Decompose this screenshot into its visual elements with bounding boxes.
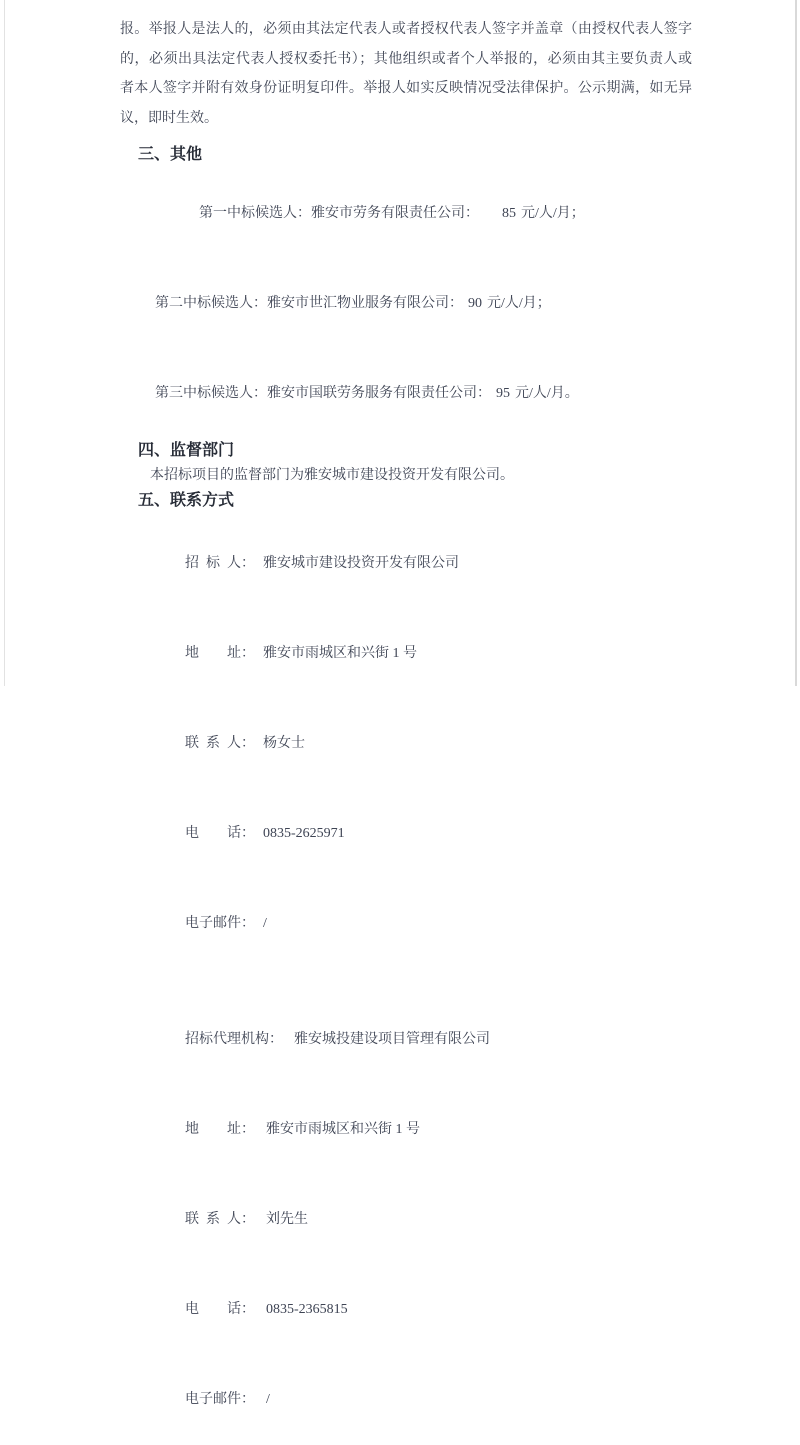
contact-value: 雅安市雨城区和兴街 1 号 <box>263 646 417 661</box>
colon: ： <box>241 826 255 841</box>
text-column <box>120 15 692 1445</box>
colon: ： <box>241 1302 255 1317</box>
contact-value: 雅安城市建设投资开发有限公司 <box>263 556 459 571</box>
paragraph-line: 的，必须出具法定代表人授权委托书）；其他组织或者个人举报的，必须由其主要负责人或 <box>120 51 692 67</box>
colon: ： <box>241 916 255 931</box>
candidate-company: 雅安市国联劳务服务有限责任公司 <box>267 386 477 401</box>
contact-label: 招标代理机构 <box>185 1032 269 1047</box>
contact-value: 0835-2625971 <box>263 826 345 841</box>
agency-address-row <box>120 1085 692 1175</box>
colon: ： <box>477 386 491 401</box>
contact-label: 电子邮件 <box>185 1392 241 1407</box>
contact-label: 地址 <box>185 1122 241 1137</box>
candidate-price-unit: 元/人/月 <box>515 386 565 401</box>
colon: ： <box>253 386 267 401</box>
paragraph-line: 者本人签字并附有效身份证明复印件。举报人如实反映情况受法律保护。公示期满，如无异 <box>120 81 692 96</box>
colon: ： <box>241 736 255 751</box>
bidder-phone-row <box>120 789 692 879</box>
colon: ： <box>241 646 255 661</box>
contact-label: 联系人 <box>185 736 241 751</box>
candidate-rank-label: 第二中标候选人 <box>155 296 253 311</box>
candidate-row-third <box>120 349 692 439</box>
page-right-edge-line <box>795 0 797 686</box>
colon: ： <box>241 556 255 571</box>
contact-value: / <box>266 1392 270 1407</box>
contact-label: 电话 <box>185 1302 241 1317</box>
contact-label: 电话 <box>185 826 241 841</box>
section-heading-supervision: 四、监督部门 <box>138 442 235 459</box>
contact-value: 雅安市雨城区和兴街 1 号 <box>266 1122 420 1137</box>
colon: ： <box>297 206 311 221</box>
colon: ： <box>241 1122 255 1137</box>
candidate-price: 95 <box>496 386 510 401</box>
contact-value: / <box>263 916 267 931</box>
candidate-company: 雅安市劳务有限责任公司 <box>311 206 465 221</box>
intro-paragraph <box>120 15 692 133</box>
agency-phone-row <box>120 1265 692 1355</box>
bidder-address-row <box>120 609 692 699</box>
colon: ： <box>269 1032 283 1047</box>
candidate-list <box>120 169 692 439</box>
candidate-row-first <box>120 169 692 259</box>
paragraph-line: 议，即时生效。 <box>120 110 218 126</box>
candidate-price: 85 <box>502 206 516 221</box>
paragraph-line: 报。举报人是法人的，必须由其法定代表人或者授权代表人签字并盖章（由授权代表人签字 <box>120 22 692 37</box>
candidate-price-unit: 元/人/月 <box>521 206 571 221</box>
contact-value: 刘先生 <box>266 1212 308 1227</box>
contact-label: 招标人 <box>185 556 241 571</box>
bidder-contact-block <box>120 519 692 969</box>
section-heading-other: 三、其他 <box>138 146 203 163</box>
candidate-rank-label: 第三中标候选人 <box>155 386 253 401</box>
colon: ： <box>465 206 479 221</box>
agency-contact-person-row <box>120 1175 692 1265</box>
contact-label: 地址 <box>185 646 241 661</box>
contact-label: 联系人 <box>185 1212 241 1227</box>
bidder-contact-person-row <box>120 699 692 789</box>
candidate-rank-label: 第一中标候选人 <box>199 206 297 221</box>
agency-email-row <box>120 1355 692 1445</box>
punctuation: 。 <box>564 386 579 401</box>
agency-contact-block <box>120 995 692 1445</box>
contact-value: 0835-2365815 <box>266 1302 348 1317</box>
supervision-body: 本招标项目的监督部门为雅安城市建设投资开发有限公司。 <box>150 468 514 483</box>
colon: ： <box>241 1212 255 1227</box>
candidate-row-second <box>120 259 692 349</box>
section-heading-contact: 五、联系方式 <box>138 492 235 509</box>
punctuation: ； <box>536 296 551 311</box>
candidate-price: 90 <box>468 296 482 311</box>
colon: ： <box>253 296 267 311</box>
contact-value: 杨女士 <box>263 736 305 751</box>
punctuation: ； <box>570 206 585 221</box>
contact-label: 电子邮件 <box>185 916 241 931</box>
colon: ： <box>241 1392 255 1407</box>
agency-name-row <box>120 995 692 1085</box>
bidder-email-row <box>120 879 692 969</box>
bidder-name-row <box>120 519 692 609</box>
candidate-price-unit: 元/人/月 <box>487 296 537 311</box>
contact-value: 雅安城投建设项目管理有限公司 <box>294 1032 490 1047</box>
candidate-company: 雅安市世汇物业服务有限公司 <box>267 296 449 311</box>
colon: ： <box>449 296 463 311</box>
